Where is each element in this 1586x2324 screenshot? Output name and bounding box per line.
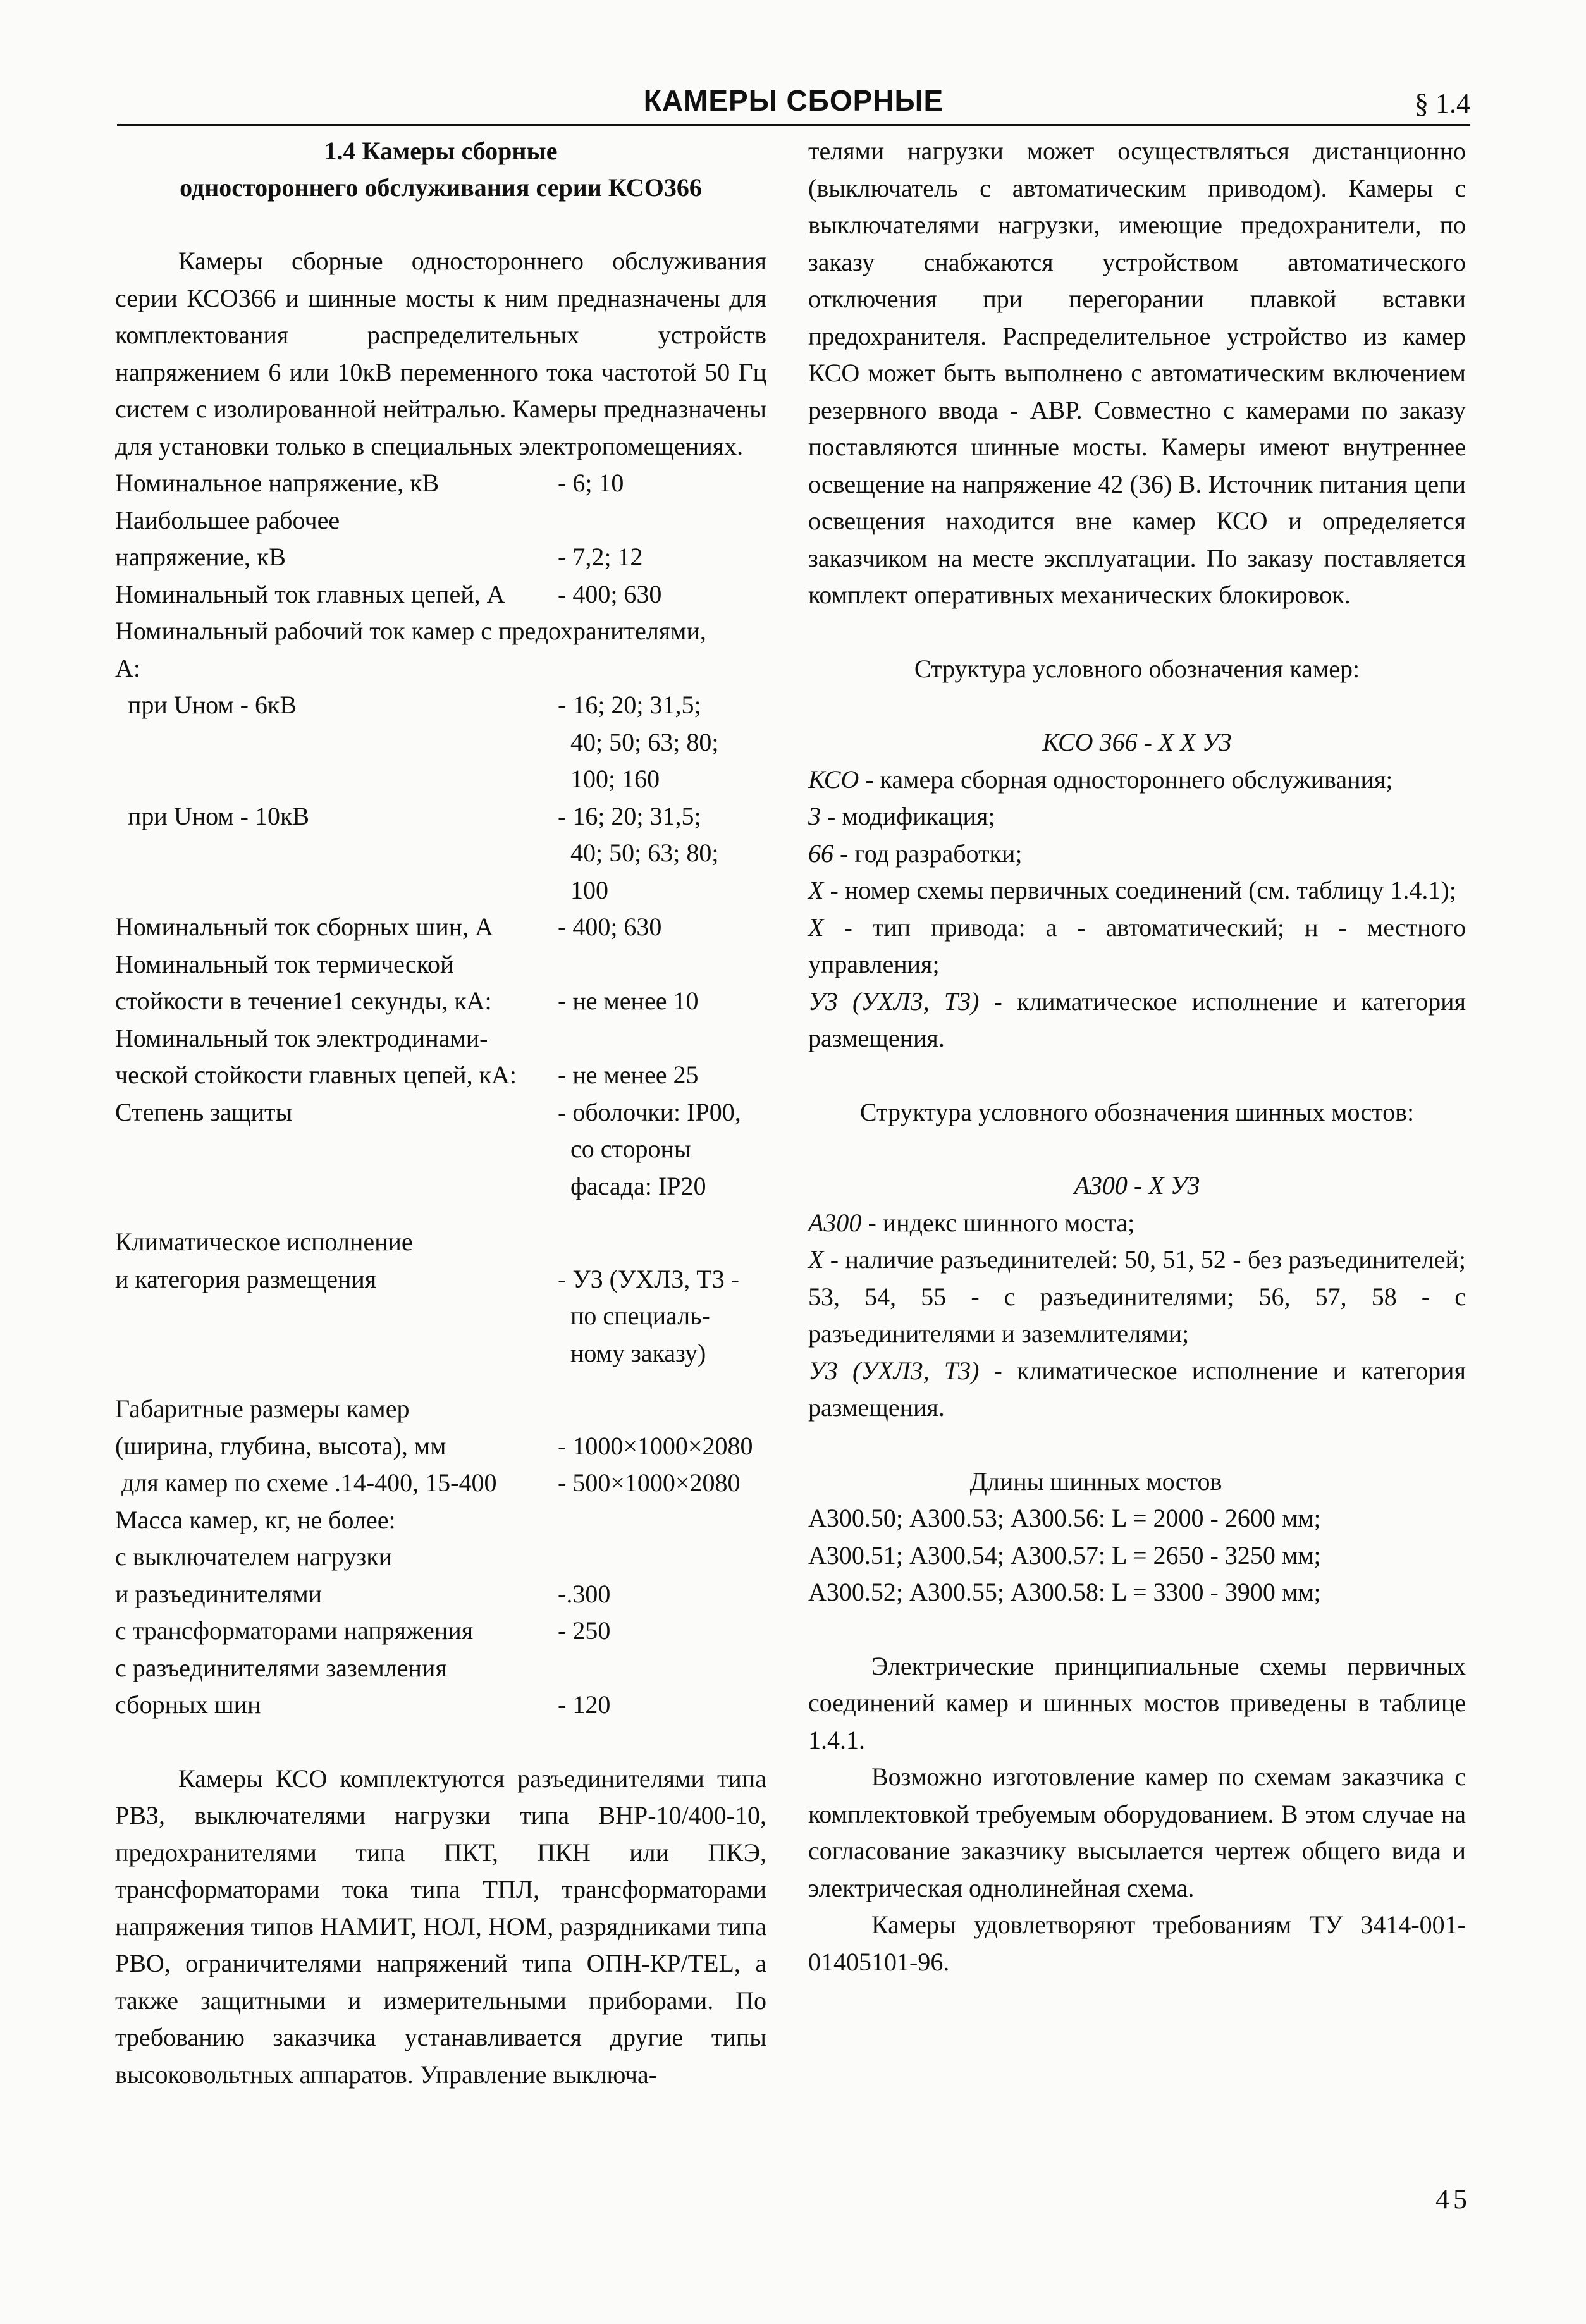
spec-row — [115, 539, 766, 576]
spec-label: для камер по схеме .14-400, 15-400 — [115, 1468, 497, 1497]
definition-line: Х - наличие разъединителей: 50, 51, 52 - без разъединителей; 53, 54, 55 - с разъединителями; 56, 57, 58 - с разъединителями и заземлителями; — [808, 1245, 1466, 1348]
intro-paragraph: Камеры сборные одностороннего обслуживания серии КСО366 и шинные мосты к ним предназначены для комплектования распределительных устройств напряжением 6 или 10кВ переменного тока частотой 50 Гц систем с изолированной нейтралью. Камеры предназначены для установки только в специальных электропомещениях. — [115, 247, 766, 460]
spec-value — [558, 1020, 766, 1057]
spec-row — [115, 1057, 766, 1094]
spec-value: - 250 — [558, 1616, 611, 1645]
spec-label: и разъединителями — [115, 1579, 323, 1608]
spec-value — [558, 1650, 766, 1687]
spec-label: Номинальный рабочий ток камер с предохранителями, — [115, 617, 706, 645]
spec-row — [115, 650, 766, 687]
spec-label: с трансформаторами напряжения — [115, 1616, 474, 1645]
spec-value: - 400; 630 — [558, 579, 662, 608]
spec-value — [558, 1502, 766, 1539]
schemes-paragraph: Электрические принципиальные схемы первичных соединений камер и шинных мостов приведены в таблице 1.4.1. — [808, 1651, 1466, 1754]
spec-label: Масса камер, кг, не более: — [115, 1505, 396, 1534]
continuation-paragraph: телями нагрузки может осуществляться дистанционно (выключатель с автоматическим приводом). Камеры с выключателями нагрузки, имеющие предохранители, по заказу снабжаются устройством автоматического отключения при перегорании плавкой вставки предохранителя. Распределительное устройство из камер КСО может быть выполнено с автоматическим включением резервного ввода - АВР. Совместно с камерами по заказу поставляются шинные мосты. Камеры имеют внутреннее освещение на напряжение 42 (36) В. Источник питания цепи освещения находится вне камер КСО и определяется заказчиком на месте эксплуатации. По заказу поставляется комплект оперативных механических блокировок. — [808, 137, 1466, 609]
spec-label: Номинальный ток главных цепей, А — [115, 579, 505, 608]
spec-row — [115, 946, 766, 983]
definition-line: У3 (УХЛ3, Т3) - климатическое исполнение и категория размещения. — [808, 987, 1466, 1052]
right-column — [808, 133, 1466, 1981]
header-rule — [117, 124, 1470, 126]
spec-label: Степень защиты — [115, 1097, 293, 1126]
spec-label: Габаритные размеры камер — [115, 1394, 410, 1423]
spec-label: с разъединителями заземления — [115, 1653, 447, 1682]
spec-value: - 400; 630 — [558, 913, 662, 941]
spec-row — [115, 1613, 766, 1650]
spec-row — [115, 1650, 766, 1687]
spec-row — [115, 1020, 766, 1057]
definition-line: 3 - модификация; — [808, 802, 995, 830]
definition-line: А300 - индекс шинного моста; — [808, 1208, 1135, 1237]
spec-label: с выключателем нагрузки — [115, 1542, 393, 1571]
bridge-code-definitions — [808, 1205, 1466, 1427]
page-number: 45 — [1435, 2184, 1471, 2215]
spec-row — [115, 1094, 766, 1205]
spec-label: и категория размещения — [115, 1264, 377, 1293]
spec-row — [115, 465, 766, 502]
spec-label: (ширина, глубина, высота), мм — [115, 1431, 446, 1460]
spec-row — [115, 1465, 766, 1502]
spec-value — [558, 1539, 766, 1576]
running-title: КАМЕРЫ СБОРНЫЕ — [643, 84, 944, 117]
standards-paragraph: Камеры удовлетворяют требованиям ТУ 3414-001-01405101-96. — [808, 1910, 1466, 1976]
section-title-line-2: одностороннего обслуживания серии КСО366 — [180, 173, 702, 202]
spec-value — [558, 650, 766, 687]
length-line: А300.50; А300.53; А300.56: L = 2000 - 2600 мм; — [808, 1504, 1321, 1532]
spec-label: напряжение, кВ — [115, 543, 286, 571]
bridge-structure-title: Структура условного обозначения шинных мостов: — [859, 1097, 1415, 1126]
spec-list — [115, 465, 766, 1205]
spec-row — [115, 613, 766, 650]
spec-row — [115, 1261, 766, 1372]
spec-row — [115, 1502, 766, 1539]
spec-label: при Uном - 10кВ — [115, 801, 310, 830]
length-line: А300.52; А300.55; А300.58: L = 3300 - 3900 мм; — [808, 1578, 1321, 1606]
spec-value: - 1000×1000×2080 — [558, 1431, 753, 1460]
section-title-line-1: 1.4 Камеры сборные — [324, 137, 558, 165]
spec-value: - 16; 20; 31,5; 40; 50; 63; 80; 100 — [558, 801, 719, 904]
spec-value: - 16; 20; 31,5; 40; 50; 63; 80; 100; 160 — [558, 691, 719, 793]
spec-label: Номинальный ток электродинами- — [115, 1023, 488, 1052]
definition-line: У3 (УХЛ3, Т3) - климатическое исполнение и категория размещения. — [808, 1356, 1466, 1422]
spec-row — [115, 576, 766, 613]
spec-value: - 500×1000×2080 — [558, 1468, 741, 1497]
spec-row — [115, 687, 766, 798]
running-header — [117, 82, 1470, 121]
length-line: А300.51; А300.54; А300.57: L = 2650 - 3250 мм; — [808, 1540, 1321, 1570]
spec-value: - У3 (УХЛ3, Т3 - по специаль- ному заказу) — [558, 1264, 740, 1367]
spec-row — [115, 1391, 766, 1428]
section-title — [115, 133, 766, 206]
spec-value — [558, 1391, 766, 1428]
spec-row — [115, 1428, 766, 1465]
bridge-code: А300 - Х У3 — [1074, 1171, 1200, 1200]
custom-order-paragraph: Возможно изготовление камер по схемам заказчика с комплектовкой требуемым оборудованием. В этом случае на согласование заказчику высылается чертеж общего вида и электрическая однолинейная схема. — [808, 1762, 1466, 1902]
bridge-lengths-list — [808, 1500, 1466, 1611]
definition-line: Х - тип привода: а - автоматический; н - местного управления; — [808, 913, 1466, 978]
spec-label: А: — [115, 653, 140, 682]
lengths-title: Длины шинных мостов — [969, 1466, 1222, 1496]
section-reference: § 1.4 — [1415, 88, 1470, 119]
spec-row — [115, 909, 766, 946]
spec-label: Номинальный ток термической — [115, 949, 454, 978]
spec-list-dimensions — [115, 1391, 766, 1724]
spec-label: сборных шин — [115, 1690, 261, 1719]
spec-value: - оболочки: IP00, со стороны фасада: IP20 — [558, 1097, 741, 1200]
spec-row — [115, 798, 766, 909]
chamber-structure-title: Структура условного обозначения камер: — [914, 654, 1360, 683]
spec-value: -.300 — [558, 1579, 611, 1608]
spec-list-climate — [115, 1224, 766, 1372]
spec-label: Номинальное напряжение, кВ — [115, 469, 440, 497]
definition-line: Х - номер схемы первичных соединений (см. таблицу 1.4.1); — [808, 876, 1456, 904]
spec-value — [706, 613, 766, 650]
spec-value: - не менее 10 — [558, 987, 699, 1015]
equipment-paragraph: Камеры КСО комплектуются разъединителями типа РВЗ, выключателями нагрузки типа ВНР-10/400-10, предохранителями типа ПКТ, ПКН или ПКЭ, трансформаторами тока типа ТПЛ, трансформаторами напряжения типов НАМИТ, НОЛ, НОМ, разрядниками типа РВО, ограничителями напряжений типа ОПН-КР/TEL, а также защитными и измерительными приборами. По требованию заказчика устанавливается другие типы высоковольтных аппаратов. Управление выключа- — [115, 1764, 766, 2089]
spec-row — [115, 983, 766, 1020]
spec-row — [115, 1576, 766, 1613]
definition-line: 66 - год разработки; — [808, 839, 1023, 868]
spec-label: стойкости в течение1 секунды, кА: — [115, 987, 492, 1015]
spec-label: ческой стойкости главных цепей, кА: — [115, 1061, 517, 1089]
spec-row — [115, 1539, 766, 1576]
spec-row — [115, 1687, 766, 1724]
spec-value — [558, 1224, 766, 1261]
spec-label: Номинальный ток сборных шин, А — [115, 913, 494, 941]
spec-value — [558, 502, 766, 539]
left-column — [115, 133, 766, 2093]
spec-row — [115, 502, 766, 539]
spec-row — [115, 1224, 766, 1261]
spec-label: Климатическое исполнение — [115, 1227, 413, 1256]
spec-value: - 7,2; 12 — [558, 543, 643, 571]
spec-value: - не менее 25 — [558, 1061, 699, 1089]
spec-label: при Uном - 6кВ — [115, 691, 297, 719]
spec-label: Наибольшее рабочее — [115, 505, 340, 534]
chamber-code-definitions — [808, 761, 1466, 1057]
spec-value: - 6; 10 — [558, 469, 624, 497]
definition-line: КСО - камера сборная одностороннего обслуживания; — [808, 765, 1393, 794]
spec-value — [558, 946, 766, 983]
spec-value: - 120 — [558, 1690, 611, 1719]
chamber-code: КСО 366 - Х Х У3 — [1042, 728, 1232, 756]
